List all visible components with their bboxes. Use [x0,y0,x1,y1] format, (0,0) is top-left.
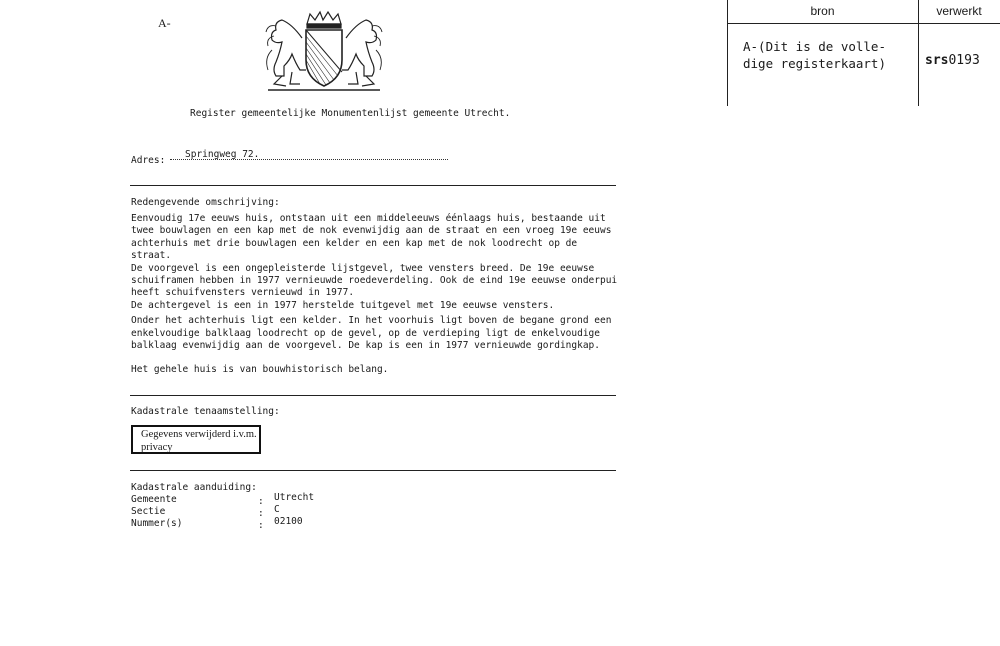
nummer-label: Nummer(s) [131,518,183,529]
description-body [131,213,621,377]
bron-cell [743,38,913,72]
verwerkt-cell [925,53,980,68]
section-divider [130,185,616,186]
description-paragraph: Eenvoudig 17e eeuws huis, ontstaan uit een middeleeuws éénlaags huis, bestaande uit twee bouwlagen en een kap met de nok evenwijdig aan de straat en een vroeg 19e eeuws achterhuis met drie bouwlagen een kelder en een kap met de nok loodrecht op de straat. [131,213,612,262]
column-header-bron: bron [810,4,835,18]
privacy-notice-text: Gegevens verwijderd i.v.m. privacy [141,429,257,453]
cadastral-owner-label: Kadastrale tenaamstelling: [131,406,280,417]
field-colon: : [258,508,264,519]
description-paragraph: De voorgevel is een ongepleisterde lijstgevel, twee vensters breed. De 19e eeuwse schuiframen hebben in 1977 vernieuwde roedeverdeling. Ook de eind 19e eeuwse onderpui heeft schuifvensters vernieuwd in 1977. [131,262,618,299]
column-header-verwerkt: verwerkt [936,4,982,18]
register-title: Register gemeentelijke Monumentenlijst gemeente Utrecht. [190,108,511,119]
description-paragraph: Het gehele huis is van bouwhistorisch belang. [131,364,389,376]
gemeente-label: Gemeente [131,494,177,505]
source-table [727,0,1000,106]
bron-cell-line: dige registerkaart) [743,56,886,71]
section-divider [130,470,616,471]
description-paragraph: Onder het achterhuis ligt een kelder. In het voorhuis ligt boven de begane grond een enkelvoudige balklaag loodrecht op de gevel, op de verdieping ligt de enkelvoudige balklaag evenwijdig aan de voorgevel. De kap is een in 1977 vernieuwde gordingkap. [131,315,612,352]
table-border [727,23,1000,24]
cadastral-designation-label: Kadastrale aanduiding: [131,482,257,493]
description-label: Redengevende omschrijving: [131,197,280,208]
sectie-label: Sectie [131,506,166,517]
address-value: Springweg 72. [185,149,260,160]
field-colon: : [258,496,264,507]
card-code: A- [158,16,171,30]
field-colon: : [258,520,264,531]
sectie-value: C [274,504,280,515]
verwerkt-prefix: srs [925,53,949,68]
gemeente-value: Utrecht [274,492,315,503]
address-label: Adres: [131,155,166,166]
verwerkt-number: 0193 [948,53,980,68]
section-divider [130,395,616,396]
nummer-value: 02100 [274,516,303,527]
privacy-notice-box [131,425,261,454]
bron-cell-line: A-(Dit is de volle- [743,39,886,54]
description-paragraph: De achtergevel is een in 1977 herstelde tuitgevel met 19e eeuwse vensters. [131,299,555,311]
utrecht-coat-of-arms-icon [262,10,384,94]
